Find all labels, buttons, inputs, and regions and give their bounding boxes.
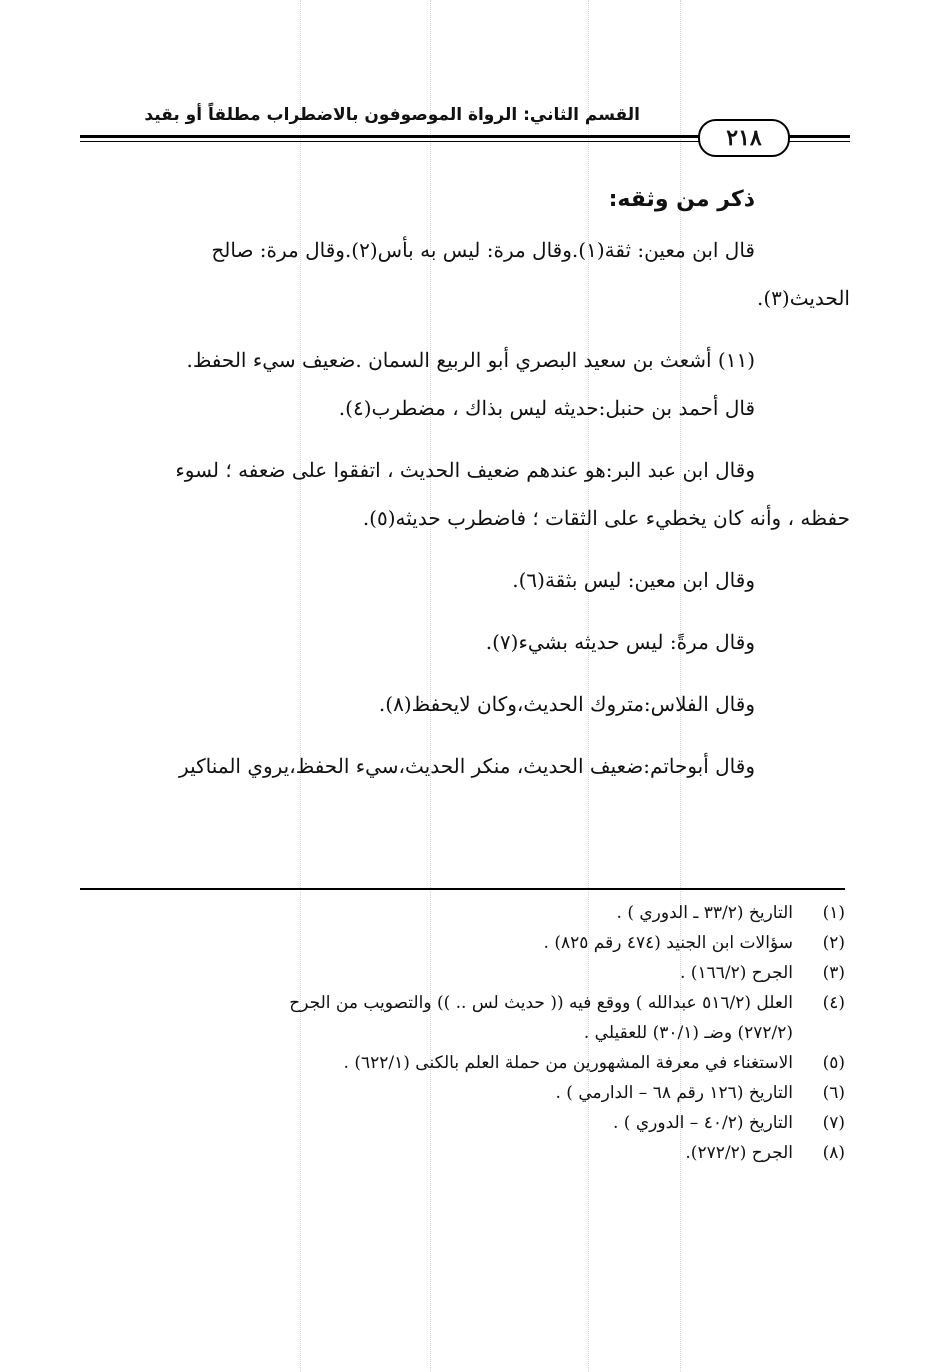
footnote-number: (٦)	[822, 1083, 845, 1103]
footnote-number: (١)	[822, 903, 845, 923]
footnote-number: (٤)	[822, 993, 845, 1013]
body-line: قال أحمد بن حنبل:حديثه ليس بذاك ، مضطرب(٤).	[338, 396, 755, 420]
footnote-number: (٥)	[822, 1053, 845, 1073]
footnote-text: التاريخ (٤٠/٢ – الدوري ) .	[613, 1113, 793, 1133]
body-line: قال ابن معين: ثقة(١).وقال مرة: ليس به بأس(٢).وقال مرة: صالح	[211, 238, 755, 262]
body-line: وقال ابن معين: ليس بثقة(٦).	[512, 568, 755, 592]
section-heading: ذكر من وثقه:	[608, 187, 755, 212]
footnotes	[80, 898, 845, 1168]
footnote	[80, 958, 845, 988]
footnote-divider	[80, 888, 845, 890]
footnote-text: العلل (٥١٦/٢ عبدالله ) ووقع فيه (( حديث لس .. )) والتصويب من الجرح	[289, 993, 793, 1013]
footnote-text: التاريخ (١٢٦ رقم ٦٨ – الدارمي ) .	[555, 1083, 793, 1103]
page-header	[80, 95, 850, 165]
footnote-text: سؤالات ابن الجنيد (٤٧٤ رقم ٨٢٥) .	[543, 933, 793, 953]
body-line: وقال ابن عبد البر:هو عندهم ضعيف الحديث ، اتفقوا على ضعفه ؛ لسوء	[175, 458, 755, 482]
body-line: حفظه ، وأنه كان يخطيء على الثقات ؛ فاضطرب حديثه(٥).	[362, 506, 850, 530]
footnote	[80, 928, 845, 958]
footnote-text: الجرح (٢٧٢/٢).	[685, 1143, 793, 1163]
footnote	[80, 1138, 845, 1168]
narrator-entry: (١١) أشعث بن سعيد البصري أبو الربيع السمان .ضعيف سيء الحفظ.	[186, 348, 755, 372]
body-line: الحديث(٣).	[757, 286, 850, 310]
running-title: القسم الثاني: الرواة الموصوفون بالاضطراب مطلقاً أو بقيد	[144, 105, 640, 125]
footnote-number: (٧)	[822, 1113, 845, 1133]
footnote	[80, 1048, 845, 1078]
footnote	[80, 898, 845, 928]
footnote-text: الاستغناء في معرفة المشهورين من حملة العلم بالكنى (٦٢٢/١) .	[343, 1053, 793, 1073]
footnote-number: (٣)	[822, 963, 845, 983]
footnote-continuation: (٢٧٢/٢) وضـ (٣٠/١) للعقيلي .	[583, 1023, 793, 1043]
body-line: وقال مرةً: ليس حديثه بشيء(٧).	[485, 630, 755, 654]
footnote-text: التاريخ (٣٣/٢ ـ الدوري ) .	[616, 903, 793, 923]
footnote-text: الجرح (١٦٦/٢) .	[680, 963, 793, 983]
body-line: وقال الفلاس:متروك الحديث،وكان لايحفظ(٨).	[378, 692, 755, 716]
footnote	[80, 1078, 845, 1108]
footnote	[80, 988, 845, 1018]
footnote-number: (٢)	[822, 933, 845, 953]
footnote-number: (٨)	[822, 1143, 845, 1163]
page-number: ٢١٨	[698, 119, 790, 157]
page	[80, 95, 850, 790]
footnote	[80, 1108, 845, 1138]
body-line: وقال أبوحاتم:ضعيف الحديث، منكر الحديث،سيء الحفظ،يروي المناكير	[179, 754, 755, 778]
